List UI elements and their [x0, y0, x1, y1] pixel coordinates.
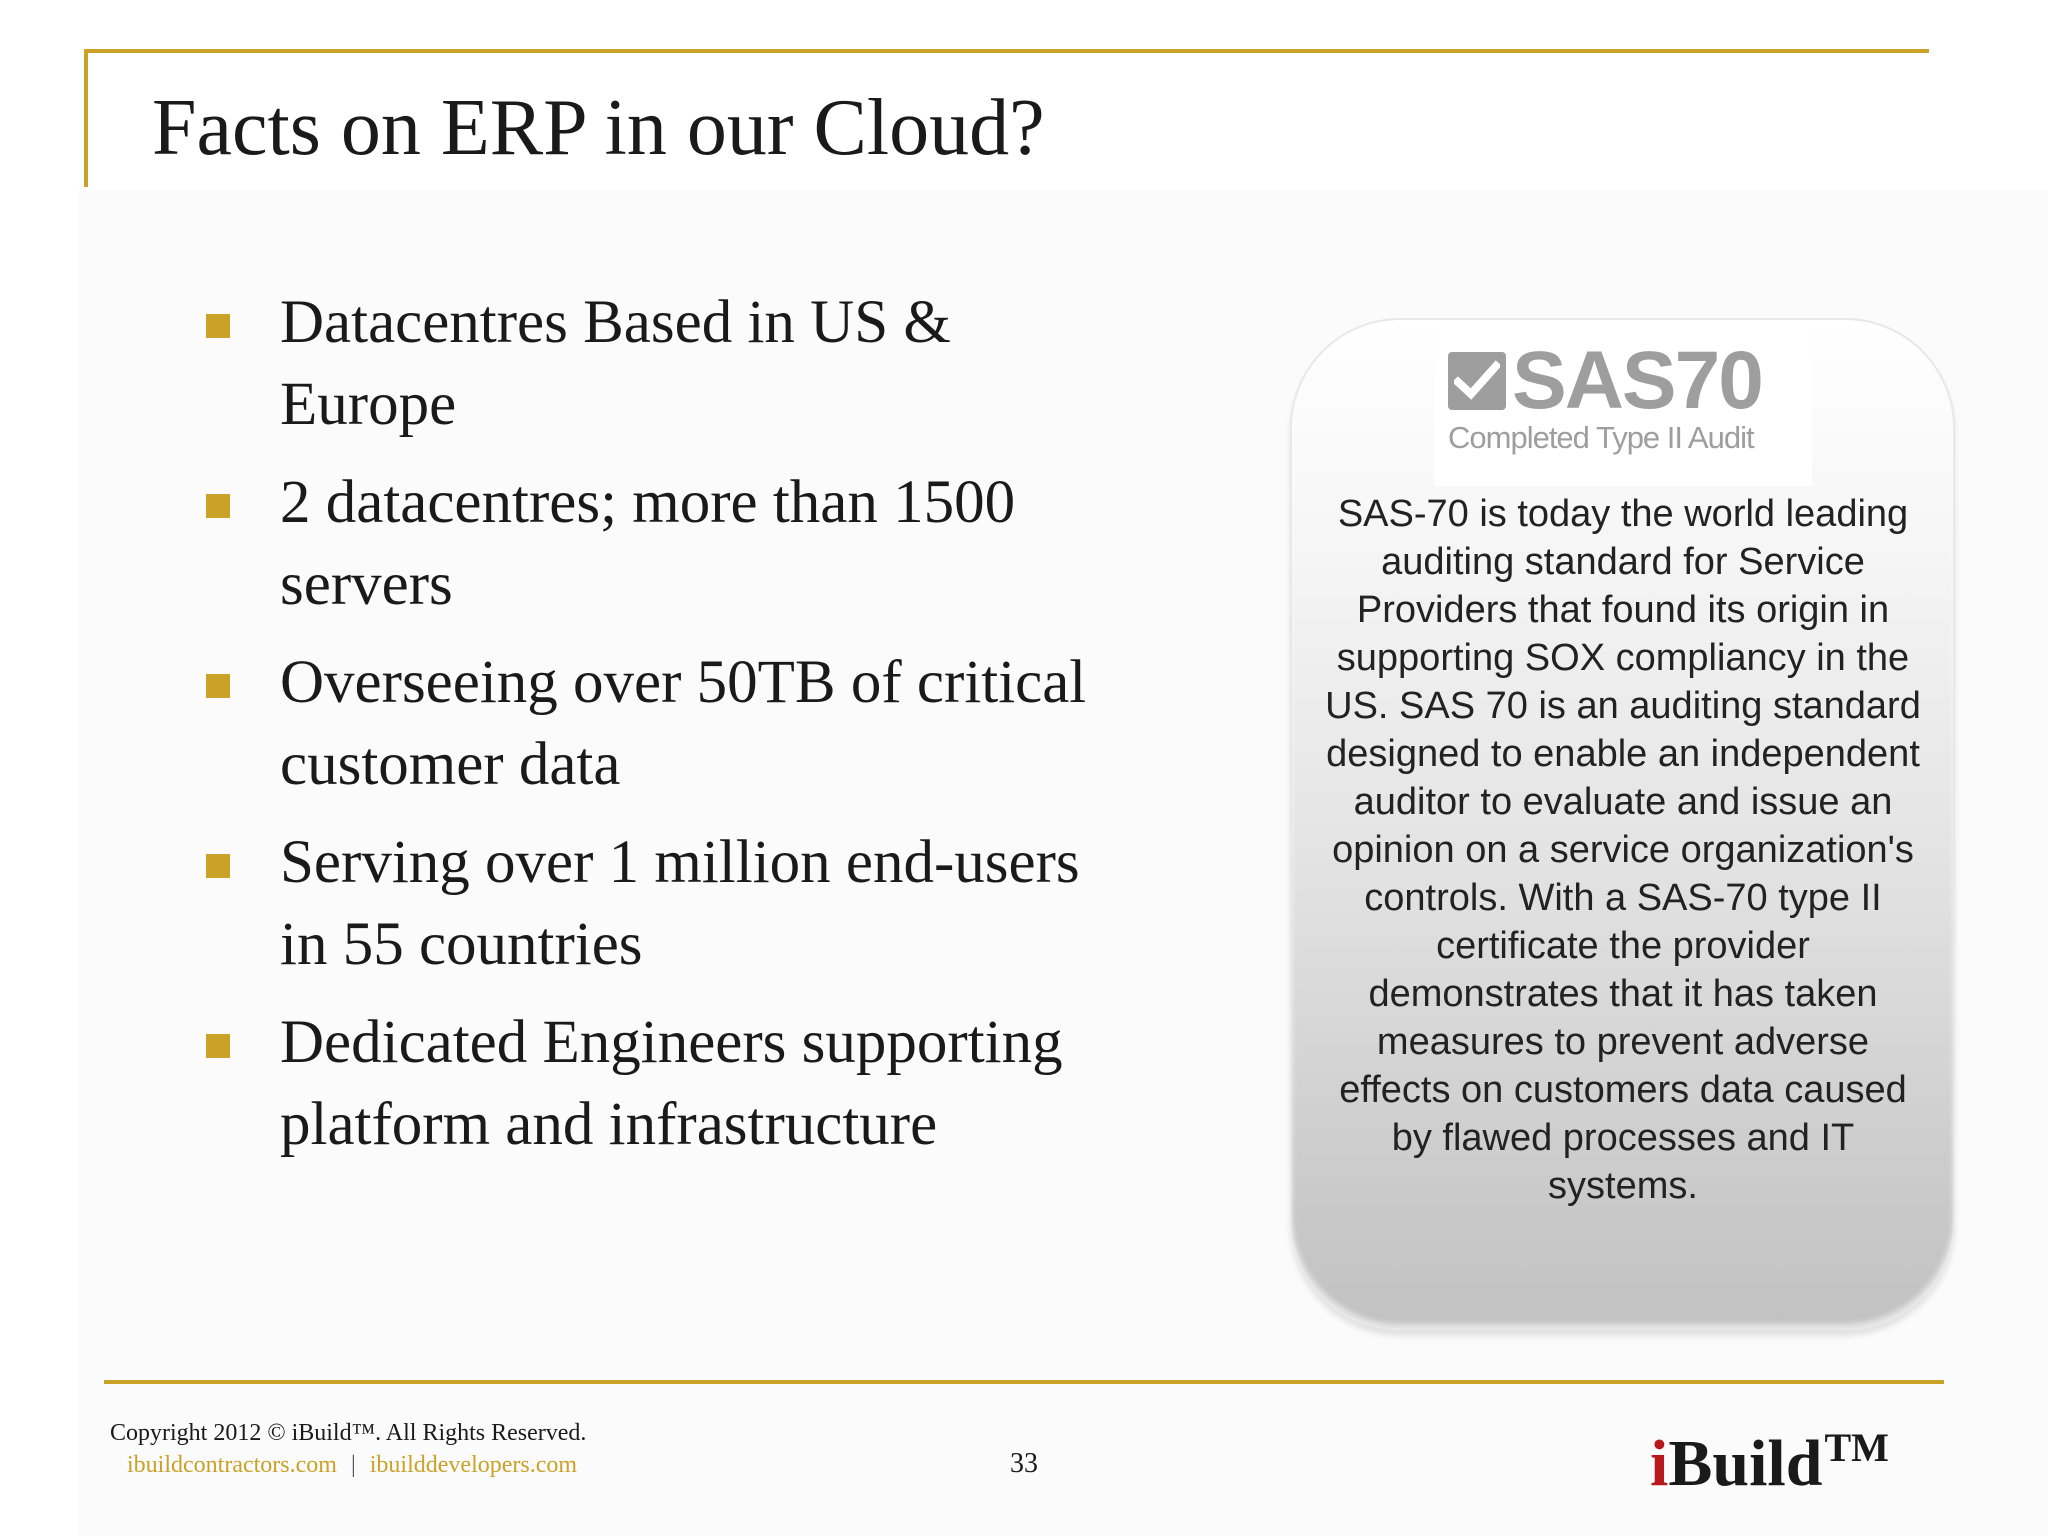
checkbox-check-icon [1448, 352, 1506, 410]
bullet-square-icon [206, 494, 230, 518]
brand-logo-i: i [1650, 1427, 1669, 1500]
bullet-text: 2 datacentres; more than 1500 servers [280, 469, 1016, 618]
sas70-logo [1434, 320, 1812, 486]
bullet-text: Dedicated Engineers supporting platform and infrastructure [280, 1009, 1063, 1158]
slide-title: Facts on ERP in our Cloud? [152, 84, 1045, 172]
sas70-description: SAS-70 is today the world leading auditing standard for Service Providers that found its origin in supporting SOX compliancy in the US. SAS 70 is an auditing standard designed to enable an independent auditor to evaluate and issue an opinion on a service organization's controls. With a SAS-70 type II certificate the provider demonstrates that it has taken measures to prevent adverse effects on customers data caused by flawed processes and IT systems. [1325, 493, 1921, 1207]
footer-separator: | [350, 1452, 356, 1478]
brand-logo-tm: TM [1824, 1425, 1889, 1470]
bullet-square-icon [206, 1034, 230, 1058]
bullet-item [200, 282, 1100, 446]
title-left-rule [84, 49, 88, 187]
bullet-text: Overseeing over 50TB of critical customer data [280, 649, 1087, 798]
footer-rule [104, 1380, 1944, 1384]
link-ibuildcontractors[interactable]: ibuildcontractors.com [127, 1452, 337, 1478]
brand-logo-build: Build [1668, 1427, 1823, 1500]
bullet-item [200, 462, 1100, 626]
copyright-text: Copyright 2012 © iBuild™. All Rights Reserved. [110, 1420, 587, 1446]
bullet-item [200, 1002, 1100, 1166]
bullet-square-icon [206, 314, 230, 338]
bullet-square-icon [206, 674, 230, 698]
link-ibuilddevelopers[interactable]: ibuilddevelopers.com [369, 1452, 578, 1478]
sas70-logo-text: SAS70 [1512, 335, 1762, 426]
footer-links [127, 1452, 577, 1479]
sas70-logo-subtitle: Completed Type II Audit [1448, 420, 1754, 455]
bullet-text: Serving over 1 million end-users in 55 countries [280, 829, 1080, 978]
bullet-item [200, 822, 1100, 986]
bullet-list [200, 282, 1100, 1182]
bullet-square-icon [206, 854, 230, 878]
ibuild-logo [1650, 1408, 1889, 1504]
sas70-logo-row [1448, 335, 1762, 426]
page-number: 33 [1010, 1448, 1038, 1479]
title-top-rule [84, 49, 1929, 53]
bullet-text: Datacentres Based in US & Europe [280, 289, 951, 438]
bullet-item [200, 642, 1100, 806]
